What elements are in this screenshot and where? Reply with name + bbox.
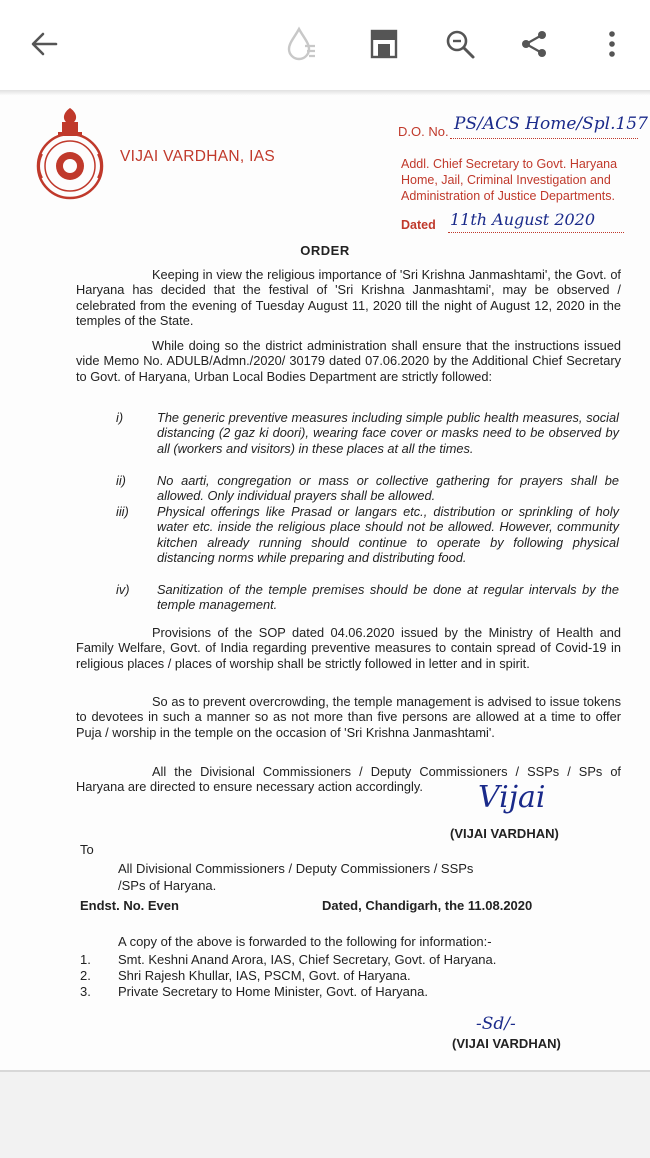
dated-dotted-line	[448, 232, 624, 233]
list-item-text: Sanitization of the temple premises should be done at regular intervals by the temple management.	[157, 582, 619, 613]
share-icon[interactable]	[512, 22, 556, 66]
order-title: ORDER	[300, 243, 350, 258]
sd-mark: -Sd/-	[476, 1014, 516, 1034]
viewer-toolbar	[0, 0, 650, 90]
list-item-number: ii)	[116, 473, 126, 488]
paragraph-3: Provisions of the SOP dated 04.06.2020 issued by the Ministry of Health and Family Welfare, Govt. of India regarding preventive measures to contain spread of Covid-19 in religious places / places of worship shall be strictly followed in letter and in spirit.	[76, 625, 621, 671]
ink-drop-icon[interactable]	[280, 22, 324, 66]
zoom-search-icon[interactable]	[438, 22, 482, 66]
to-label: To	[80, 842, 94, 857]
signatory-name: (VIJAI VARDHAN)	[452, 1036, 561, 1051]
document-page[interactable]	[0, 96, 650, 1076]
do-number-label: D.O. No.	[398, 124, 449, 139]
list-item-number: iii)	[116, 504, 129, 519]
copy-recipient: Private Secretary to Home Minister, Govt. of Haryana.	[118, 984, 428, 999]
paragraph-2: While doing so the district administration shall ensure that the instructions issued vide Memo No. ADULB/Admn./2020/ 30179 dated 07.06.2020 by the Additional Chief Secretary to Govt. of Haryana, Urban Local Bodies Department are strictly followed:	[76, 338, 621, 384]
back-arrow-icon[interactable]	[22, 22, 66, 66]
officer-designation: Addl. Chief Secretary to Govt. Haryana Home, Jail, Criminal Investigation and Administration of Justice Departments.	[401, 157, 618, 203]
endorsement-date: Dated, Chandigarh, the 11.08.2020	[322, 898, 533, 913]
list-item-number: i)	[116, 410, 124, 425]
do-number-handwritten: PS/ACS Home/Spl.157	[454, 114, 648, 134]
recipients-text: All Divisional Commissioners / Deputy Commissioners / SSPs /SPs of Haryana.	[118, 861, 474, 893]
paragraph-4: So as to prevent overcrowding, the temple management is advised to issue tokens to devotees in such a manner so as not more than five persons are allowed at a time to offer Puja / worship in the temple on the occasion of 'Sri Krishna Janmashtami'.	[76, 694, 621, 740]
copy-recipient: Shri Rajesh Khullar, IAS, PSCM, Govt. of Haryana.	[118, 968, 411, 983]
copy-number: 1.	[80, 952, 91, 967]
more-vert-icon[interactable]	[590, 22, 634, 66]
paragraph-1: Keeping in view the religious importance of 'Sri Krishna Janmashtami', the Govt. of Haryana has decided that the festival of 'Sri Krishna Janmashtami', may be observed / celebrated from the evening of Tuesday August 11, 2020 till the night of August 12, 2020 in the temples of the State.	[76, 267, 621, 328]
copy-intro: A copy of the above is forwarded to the following for information:-	[118, 934, 492, 949]
copy-recipient: Smt. Keshni Anand Arora, IAS, Chief Secretary, Govt. of Haryana.	[118, 952, 497, 967]
copy-number: 2.	[80, 968, 91, 983]
list-item-text: Physical offerings like Prasad or langars etc., distribution or sprinkling of holy water etc. inside the religious place should not be allowed. However, community kitchen already running should continue to operate by following physical distancing norms while preparing and distributing food.	[157, 504, 619, 565]
dated-label: Dated	[401, 218, 436, 232]
list-item-number: iv)	[116, 582, 130, 597]
viewer-bottom-area	[0, 1070, 650, 1158]
document-layout-icon[interactable]	[362, 22, 406, 66]
haryana-emblem-icon	[28, 104, 112, 204]
list-item-text: No aarti, congregation or mass or collective gathering for prayers shall be allowed. Only individual prayers shall be allowed.	[157, 473, 619, 504]
list-item-text: The generic preventive measures including simple public health measures, social distancing (2 gaz ki doori), wearing face cover or masks need to be observed by all (workers and visitors) in these places at all the times.	[157, 410, 619, 456]
endorsement-number: Endst. No. Even	[80, 898, 179, 913]
paragraph-5: All the Divisional Commissioners / Deputy Commissioners / SSPs / SPs of Haryana are directed to ensure necessary action accordingly.	[76, 764, 621, 795]
dated-handwritten: 11th August 2020	[450, 210, 596, 229]
do-number-dotted-line	[450, 138, 638, 139]
copy-number: 3.	[80, 984, 91, 999]
officer-name: VIJAI VARDHAN, IAS	[120, 148, 275, 165]
signature: Vijai	[478, 780, 546, 815]
signatory-name: (VIJAI VARDHAN)	[450, 826, 559, 841]
